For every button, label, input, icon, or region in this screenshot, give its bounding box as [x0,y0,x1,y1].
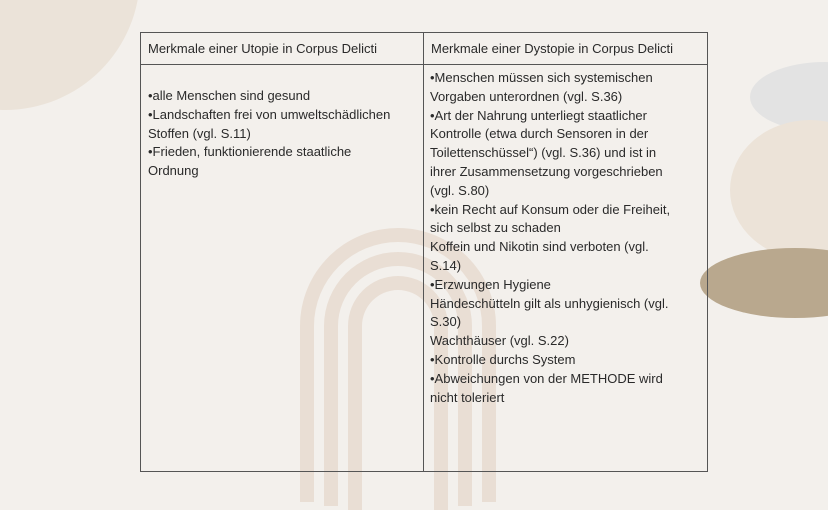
utopia-line: •Landschaften frei von umweltschädlichen [148,106,391,122]
dystopia-line: Händeschütteln gilt als unhygienisch (vgl. [430,295,669,311]
utopia-line: Stoffen (vgl. S.11) [148,125,251,141]
utopia-line: Ordnung [148,163,199,179]
background-shape-right-brown [700,248,828,318]
dystopia-line: Vorgaben unterordnen (vgl. S.36) [430,88,623,104]
utopia-line: •Frieden, funktionierende staatliche [148,144,352,160]
dystopia-line: •kein Recht auf Konsum oder die Freiheit, [430,201,671,217]
background-shape-top-left [0,0,140,110]
dystopia-line: Wachthäuser (vgl. S.22) [430,333,569,349]
dystopia-line: Kontrolle (etwa durch Sensoren in der [430,126,649,142]
header-dystopia: Merkmale einer Dystopie in Corpus Delicti [431,41,674,56]
background-shape-right-grey [750,62,828,132]
dystopia-line: Koffein und Nikotin sind verboten (vgl. [430,239,649,255]
dystopia-line: S.14) [430,257,462,273]
comparison-table [140,32,708,472]
header-divider [141,64,707,65]
dystopia-line: Toilettenschüssel“) (vgl. S.36) und ist in [430,145,657,161]
utopia-line: •alle Menschen sind gesund [148,88,311,103]
column-divider [423,33,424,471]
dystopia-line: •Erzwungen Hygiene [430,276,551,292]
cell-utopia-features [148,87,420,181]
background-shape-right-beige [730,120,828,260]
cell-dystopia-features [430,69,702,407]
dystopia-line: •Menschen müssen sich systemischen [430,70,653,85]
dystopia-line: •Kontrolle durchs System [430,351,576,367]
dystopia-line: (vgl. S.80) [430,182,490,198]
header-utopia: Merkmale einer Utopie in Corpus Delicti [148,41,378,56]
dystopia-line: •Art der Nahrung unterliegt staatlicher [430,107,647,123]
dystopia-line: sich selbst zu schaden [430,220,561,236]
dystopia-line: nicht toleriert [430,389,505,405]
dystopia-line: S.30) [430,314,462,330]
dystopia-line: •Abweichungen von der METHODE wird [430,370,663,386]
dystopia-line: ihrer Zusammensetzung vorgeschrieben [430,163,663,179]
